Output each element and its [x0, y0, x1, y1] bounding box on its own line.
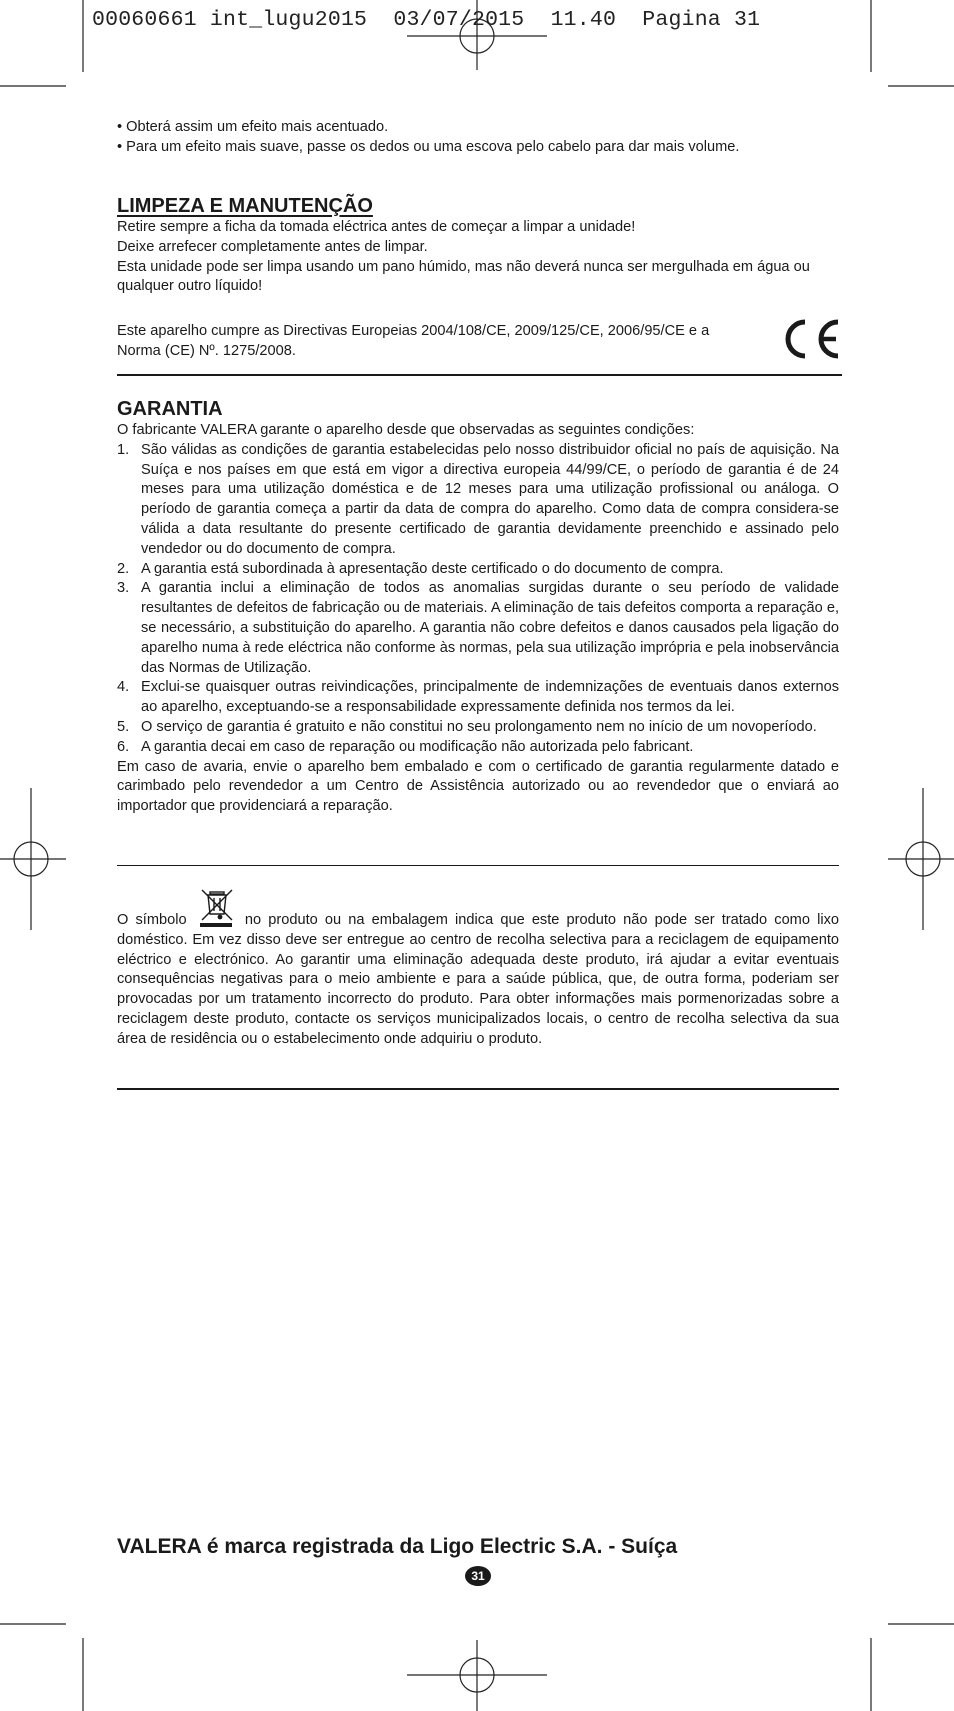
compliance-text: Este aparelho cumpre as Directivas Europeias 2004/108/CE, 2009/125/CE, 2006/95/CE e a Norma (CE) Nº. 1275/2008. — [117, 323, 710, 359]
disposal-section — [117, 910, 839, 1050]
item-text: A garantia está subordinada à apresentação deste certificado o do documento de compra. — [141, 560, 724, 577]
item-number: 1. — [117, 441, 130, 458]
item-text: Exclui-se quaisquer outras reivindicações, principalmente de indemnizações de eventuais danos externos ao aparelho, exceptuando-se a responsabilidade expressamente definida nos termos da lei. — [141, 679, 839, 716]
warranty-title: GARANTIA — [117, 398, 223, 420]
warranty-closing: Em caso de avaria, envie o aparelho bem embalado e com o certificado de garantia regularmente datado e carimbado pelo revendedor a um Centro de Assistência autorizado ou ao revendedor que o enviará ao importador que providenciará a reparação. — [117, 758, 839, 815]
item-text: O serviço de garantia é gratuito e não constitui no seu prolongamento nem no início de um novoperíodo. — [141, 718, 817, 735]
compliance-statement — [117, 322, 757, 362]
list-item — [117, 718, 839, 738]
item-text: A garantia inclui a eliminação de todos as anomalias surgidas durante o seu período de validade resultantes de defeitos de fabricação ou de materiais. A eliminação de tais defeitos comporta a reparação e, se necessário, a substituição do aparelho. A garantia não cobre defeitos e danos causados pela ligação do aparelho numa à rede eléctrica não conforme às normas, pela sua utilização imprópria e pela inobservância das Normas de Utilização. — [141, 580, 839, 676]
disposal-text-before: O símbolo — [117, 912, 187, 928]
section-divider — [117, 374, 842, 376]
list-item — [117, 441, 839, 560]
section-divider — [117, 865, 839, 866]
page-number-badge: 31 — [465, 1566, 491, 1586]
list-item — [117, 560, 839, 580]
brand-trademark-note: VALERA é marca registrada da Ligo Electric S.A. - Suíça — [117, 1535, 678, 1558]
cleaning-line: Retire sempre a ficha da tomada eléctrica antes de começar a limpar a unidade! — [117, 219, 636, 235]
item-number: 5. — [117, 718, 130, 735]
list-item — [117, 579, 839, 678]
list-item — [117, 738, 839, 758]
cleaning-title: LIMPEZA E MANUTENÇÃO — [117, 195, 373, 217]
tips-bullets — [117, 118, 839, 158]
ce-mark-icon — [778, 316, 844, 362]
disposal-text-after: no produto ou na embalagem indica que este produto não pode ser tratado como lixo doméstico. Em vez disso deve ser entregue ao centro de recolha selectiva para a reciclagem de equipamento eléctrico e electrónico. Ao garantir uma eliminação adequada deste produto, irá ajudar a evitar eventuais consequências negativas para o meio ambiente e para a saúde pública, que, de outra forma, poderiam ser provocadas por um tratamento incorrecto do produto. Para obter informações mais pormenorizadas sobre a reciclagem deste produto, contacte os serviços municipalizados locais, o centro de recolha selectiva da sua área de residência ou o estabelecimento onde adquiriu o produto. — [117, 912, 839, 1047]
warranty-intro: O fabricante VALERA garante o aparelho desde que observadas as seguintes condições: — [117, 422, 695, 438]
bullet-item: • Obterá assim um efeito mais acentuado. — [117, 119, 389, 135]
item-text: São válidas as condições de garantia estabelecidas pelo nosso distribuidor oficial no país de aquisição. Na Suíça e nos países em que está em vigor a directiva europeia 44/99/CE, o período de garantia é de 24 meses para uma utilização doméstica e de 12 meses para uma utilização profissional ou análoga. O período de garantia começa a partir da data de compra do aparelho. Como data de compra considera-se válida a data resultante do presente certificado de garantia devidamente preenchido e assinado pelo vendedor ou do documento de compra. — [141, 441, 839, 557]
cleaning-line: Deixe arrefecer completamente antes de limpar. — [117, 238, 428, 255]
bullet-item: • Para um efeito mais suave, passe os dedos ou uma escova pelo cabelo para dar mais volume. — [117, 138, 740, 155]
list-item — [117, 678, 839, 718]
cleaning-section — [117, 194, 839, 297]
crossed-out-wheelie-bin-icon — [196, 888, 236, 928]
item-number: 3. — [117, 580, 130, 597]
print-slug-header: 00060661 int_lugu2015 03/07/2015 11.40 Pagina 31 — [92, 8, 761, 32]
warranty-section — [117, 397, 839, 817]
item-number: 2. — [117, 560, 130, 577]
item-text: A garantia decai em caso de reparação ou modificação não autorizada pelo fabricant. — [141, 738, 694, 755]
cleaning-line: Esta unidade pode ser limpa usando um pano húmido, mas não deverá nunca ser mergulhada em água ou qualquer outro líquido! — [117, 258, 810, 295]
item-number: 6. — [117, 738, 130, 755]
warranty-conditions-list — [117, 441, 839, 758]
item-number: 4. — [117, 679, 130, 696]
section-divider — [117, 1088, 839, 1090]
